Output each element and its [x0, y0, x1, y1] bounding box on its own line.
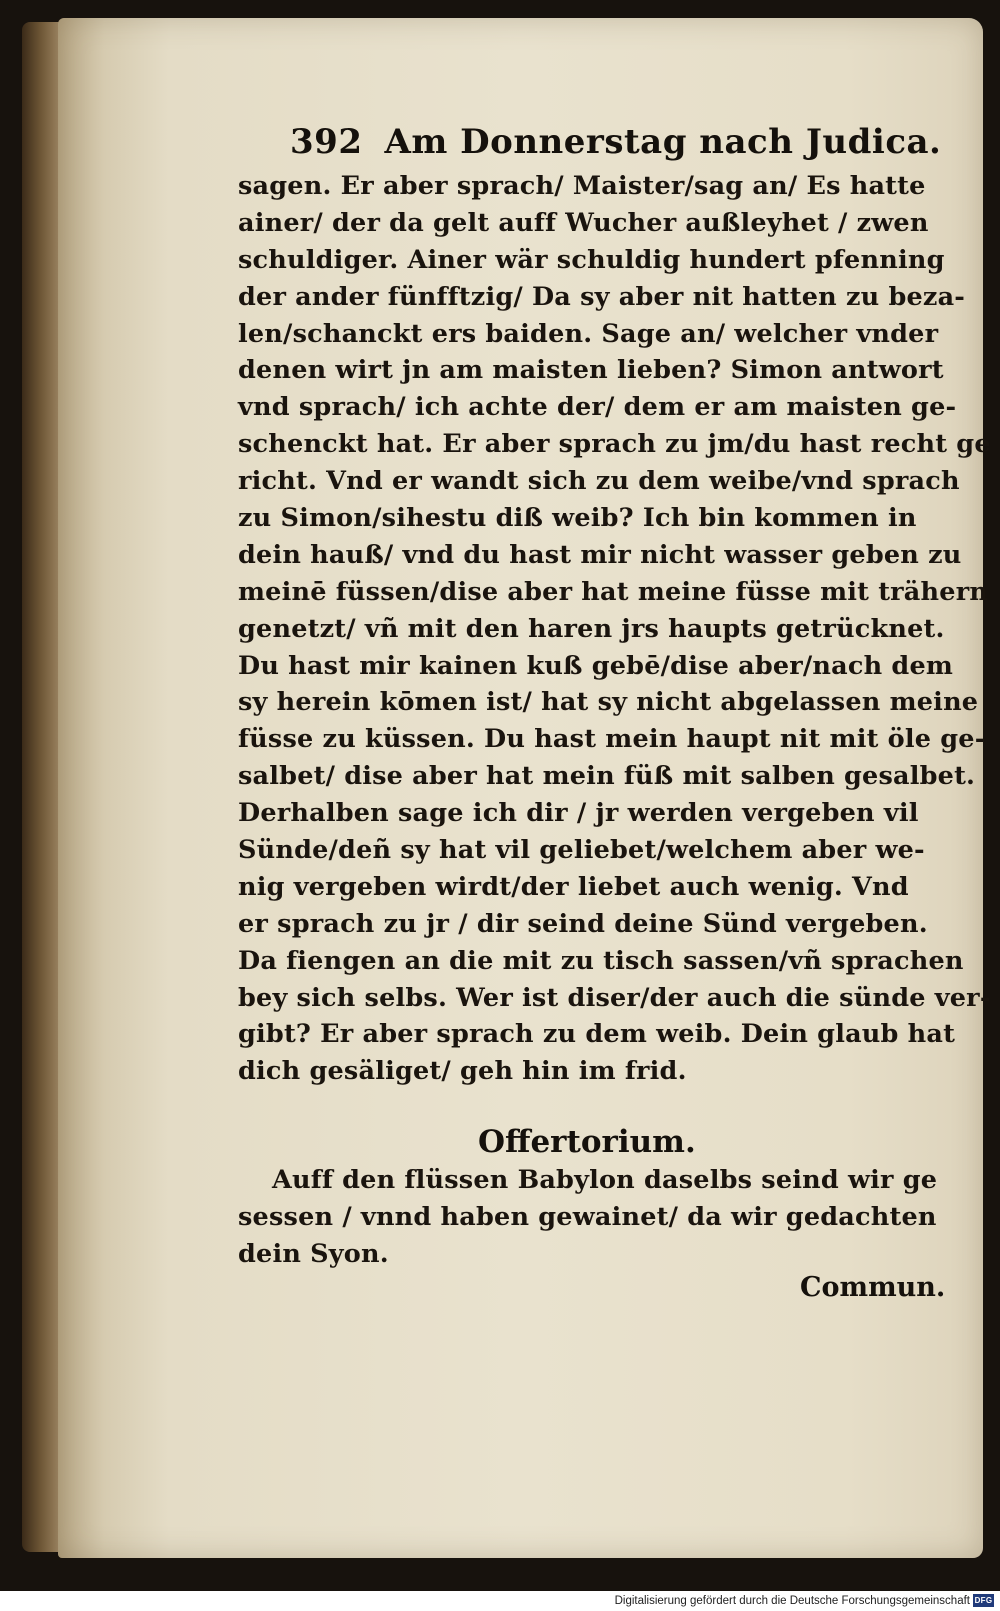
text-line: dich gesäliget/ geh hin im frid.: [238, 1056, 687, 1087]
text-line: len/schanckt ers baiden. Sage an/ welcher vnder: [238, 318, 939, 349]
text-line: genetzt/ vñ mit den haren jrs haupts getrücknet.: [238, 613, 945, 644]
text-line: sy herein kōmen ist/ hat sy nicht abgelassen meine: [238, 687, 979, 718]
text-line: Da fiengen an die mit zu tisch sassen/vñ sprachen: [238, 945, 964, 976]
section-heading: Offertorium.: [478, 1124, 696, 1160]
text-line: sessen / vnnd haben gewainet/ da wir gedachten: [238, 1201, 937, 1232]
footer-bar: [0, 1591, 1000, 1611]
text-line: vnd sprach/ ich achte der/ dem er am maisten ge-: [238, 392, 957, 423]
text-line: gibt? Er aber sprach zu dem weib. Dein glaub hat: [238, 1019, 956, 1050]
text-line: dein Syon.: [238, 1238, 389, 1269]
text-line: er sprach zu jr / dir seind deine Sünd vergeben.: [238, 908, 928, 939]
text-line: denen wirt jn am maisten lieben? Simon antwort: [238, 355, 944, 386]
offertory-text: [238, 1162, 958, 1273]
page-number: 392: [290, 122, 363, 162]
running-title: Am Donnerstag nach Judica.: [384, 122, 942, 162]
text-line: Sünde/deñ sy hat vil geliebet/welchem aber we-: [238, 835, 925, 866]
text-line: ainer/ der da gelt auff Wucher außleyhet / zwen: [238, 207, 929, 238]
text-line: bey sich selbs. Wer ist diser/der auch die sünde ver-: [238, 982, 991, 1013]
footer-credit: Digitalisierung gefördert durch die Deutsche Forschungsgemeinschaft: [614, 1595, 970, 1607]
text-line: nig vergeben wirdt/der liebet auch wenig. Vnd: [238, 871, 909, 902]
text-line: der ander fünfftzig/ Da sy aber nit hatten zu beza-: [238, 281, 966, 312]
text-line: sagen. Er aber sprach/ Maister/sag an/ Es hatte: [238, 171, 926, 201]
dfg-logo: DFG: [974, 1596, 993, 1605]
page-header: [290, 122, 940, 168]
body-text: [238, 168, 991, 1090]
text-line: Derhalben sage ich dir / jr werden vergeben vil: [238, 798, 919, 829]
text-line: Auff den flüssen Babylon daselbs seind wir ge: [272, 1165, 938, 1195]
catchword: Commun.: [800, 1272, 946, 1303]
text-line: füsse zu küssen. Du hast mein haupt nit mit öle ge-: [238, 724, 986, 755]
text-line: salbet/ dise aber hat mein füß mit salben gesalbet.: [238, 761, 976, 792]
text-line: Du hast mir kainen kuß gebē/dise aber/nach dem: [238, 650, 954, 681]
text-line: meinē füssen/dise aber hat meine füsse mit trähern: [238, 576, 989, 607]
text-line: dein hauß/ vnd du hast mir nicht wasser geben zu: [238, 539, 962, 570]
text-line: schenckt hat. Er aber sprach zu jm/du hast recht ge: [238, 429, 991, 460]
text-line: schuldiger. Ainer wär schuldig hundert pfenning: [238, 244, 945, 275]
text-line: zu Simon/sihestu diß weib? Ich bin kommen in: [238, 503, 917, 534]
text-line: richt. Vnd er wandt sich zu dem weibe/vnd sprach: [238, 466, 960, 497]
